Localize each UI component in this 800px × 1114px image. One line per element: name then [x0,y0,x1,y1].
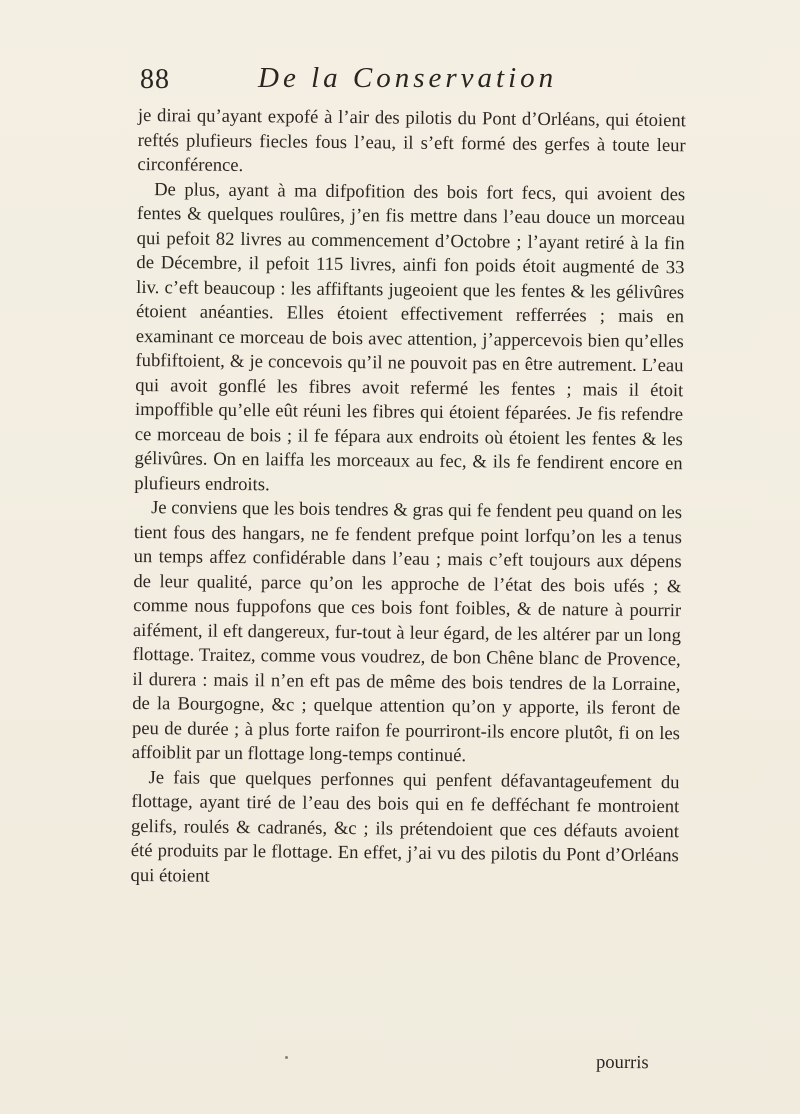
paragraph: De plus, ayant à ma difpofition des bois fort fecs, qui avoient des fentes & quelques roulûres, j’en fis mettre dans l’eau douce un morceau qui pefoit 82 livres au commencement d’Octobre ; l’ayant retiré à la fin de Décembre, il pefoit 115 livres, ainfi fon poids étoit augmenté de 33 liv. c’eft beaucoup : les affiftants jugeoient que les fentes & les gélivûres étoient anéanties. Elles étoient effectivement refferrées ; mais en examinant ce morceau de bois avec attention, j’appercevois bien qu’elles fubfiftoient, & je concevois qu’il ne pouvoit pas en être autrement. L’eau qui avoit gonflé les fibres avoit refermé les fentes ; mais il étoit impoffible qu’elle eût réuni les fibres qui étoient féparées. Je fis refendre ce morceau de bois ; il fe fépara aux endroits où étoient les fentes & les gélivûres. On en laiffa les morceaux au fec, & ils fe fendirent encore en plufieurs endroits. [134,178,686,495]
page-number: 88 [140,64,170,95]
running-title: De la Conservation [258,62,558,94]
catchword: pourris [595,1051,649,1074]
paper-speck [285,1056,288,1059]
page-header [140,64,800,104]
paragraph: je dirai qu’ayant expofé à l’air des pilotis du Pont d’Orléans, qui étoient reftés plufieurs fiecles fous l’eau, il s’eft formé des gerfes à toute leur circonférence. [137,104,686,177]
body-text [130,104,686,893]
paragraph: Je conviens que les bois tendres & gras qui fe fendent peu quand on les tient fous des hangars, ne fe fendent prefque point lorfqu’on les a tenus un temps affez confidérable dans l’eau ; mais c’eft toujours aux dépens de leur qualité, parce qu’on les approche de l’état des bois ufés ; & comme nous fuppofons que ces bois font foibles, & de nature à pourrir aifément, il eft dangereux, fur-tout à leur égard, de les altérer par un long flottage. Traitez, comme vous voudrez, de bon Chêne blanc de Provence, il durera : mais il n’en eft pas de même des bois tendres de la Lorraine, de la Bourgogne, &c ; quelque attention qu’on y apporte, ils feront de peu de durée ; à plus forte raifon fe pourriront-ils encore plutôt, fi on les affoiblit par un flottage long-temps continué. [131,497,683,767]
paragraph: Je fais que quelques perfonnes qui penfent défavantageufement du flottage, ayant tiré de l’eau des bois qui en fe defféchant fe montroient gelifs, roulés & cadranés, &c ; ils prétendoient que ces défauts avoient été produits par le flottage. En effet, j’ai vu des pilotis du Pont d’Orléans qui étoient [130,766,680,887]
